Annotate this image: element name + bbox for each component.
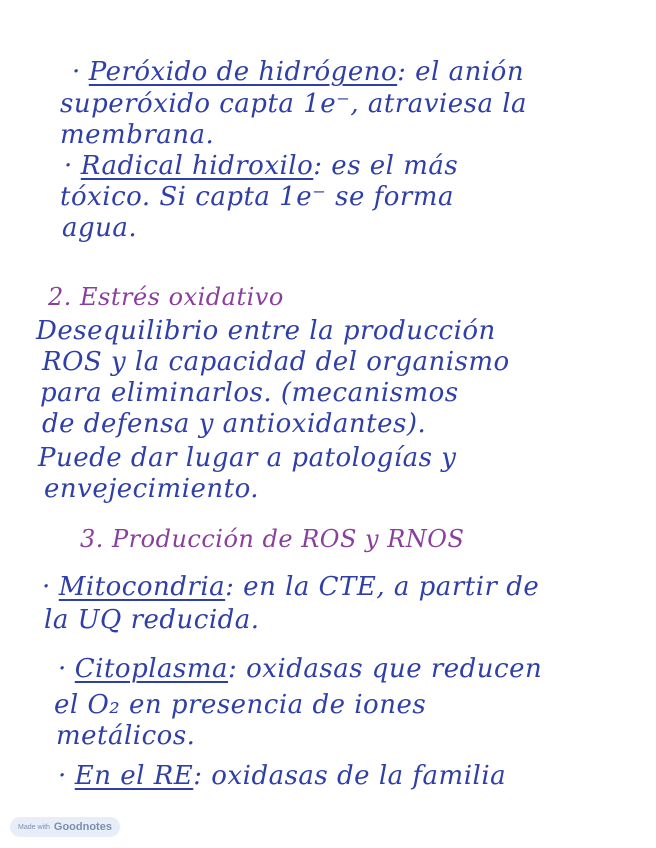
note-line: de defensa y antioxidantes). bbox=[42, 409, 427, 439]
section-heading-3: 3. Producción de ROS y RNOS bbox=[80, 525, 465, 553]
term-peroxide: Peróxido de hidrógeno bbox=[88, 57, 398, 87]
note-line: membrana. bbox=[60, 120, 215, 150]
term-cytoplasm: Citoplasma bbox=[74, 654, 229, 684]
note-line: ROS y la capacidad del organismo bbox=[42, 347, 510, 377]
bullet-point: · bbox=[58, 654, 67, 684]
note-line: Desequilibrio entre la producción bbox=[36, 316, 496, 346]
term-mitochondria: Mitocondria bbox=[58, 572, 226, 602]
term-peroxide-desc: : el anión bbox=[397, 57, 525, 87]
bullet-point: · bbox=[58, 761, 67, 791]
note-line: para eliminarlos. (mecanismos bbox=[40, 378, 459, 408]
made-with-label: Made with bbox=[18, 823, 50, 831]
term-hydroxyl: Radical hidroxilo bbox=[80, 151, 314, 181]
note-line: la UQ reducida. bbox=[44, 605, 260, 635]
section-heading-2: 2. Estrés oxidativo bbox=[48, 283, 284, 311]
note-line-peroxide bbox=[72, 56, 524, 88]
note-line-cytoplasm bbox=[58, 653, 542, 685]
note-line-hydroxyl bbox=[64, 150, 458, 182]
note-line: el O₂ en presencia de iones bbox=[54, 690, 427, 720]
note-line: agua. bbox=[62, 213, 138, 243]
bullet-point: · bbox=[64, 151, 73, 181]
term-mitochondria-desc: : en la CTE, a partir de bbox=[225, 572, 540, 602]
term-er: En el RE bbox=[74, 761, 194, 791]
note-line-er bbox=[58, 760, 506, 792]
note-line-mitochondria bbox=[42, 571, 539, 603]
term-cytoplasm-desc: : oxidasas que reducen bbox=[228, 654, 543, 684]
note-line: Puede dar lugar a patologías y bbox=[38, 443, 457, 473]
term-hydroxyl-desc: : es el más bbox=[313, 151, 459, 181]
term-er-desc: : oxidasas de la familia bbox=[193, 761, 507, 791]
note-line: metálicos. bbox=[56, 721, 196, 751]
bullet-point: · bbox=[72, 57, 81, 87]
goodnotes-logo: Goodnotes bbox=[53, 821, 112, 833]
bullet-point: · bbox=[42, 572, 51, 602]
note-line: superóxido capta 1e⁻, atraviesa la bbox=[60, 89, 528, 119]
note-line: envejecimiento. bbox=[44, 474, 260, 504]
note-line: tóxico. Si capta 1e⁻ se forma bbox=[60, 182, 454, 212]
goodnotes-badge bbox=[10, 817, 120, 837]
